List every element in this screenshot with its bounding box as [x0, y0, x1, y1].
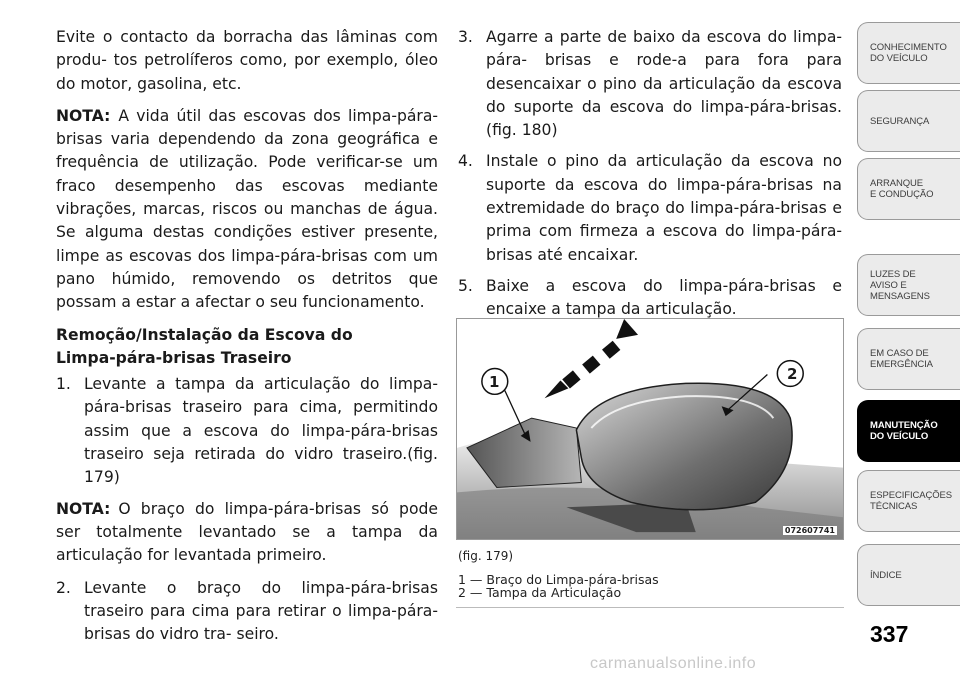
section-heading — [56, 324, 438, 371]
note-wiper-life — [56, 105, 438, 315]
note-label: NOTA: — [56, 106, 111, 125]
step-4 — [458, 150, 842, 266]
pivot-cap-shape — [576, 383, 792, 510]
callout-2: 2 — [787, 365, 798, 383]
legend-item-1: 1 — Braço do Limpa-pára-brisas — [458, 572, 659, 587]
page-number: 337 — [870, 621, 909, 647]
tab-emergencia[interactable]: EM CASO DE EMERGÊNCIA — [857, 328, 960, 390]
note-label: NOTA: — [56, 499, 111, 518]
right-column — [458, 26, 842, 330]
note-arm-raise — [56, 498, 438, 568]
legend-item-2: 2 — Tampa da Articulação — [458, 585, 622, 600]
step-number: 3. — [458, 28, 473, 46]
tab-arranque[interactable]: ARRANQUE E CONDUÇÃO — [857, 158, 960, 220]
step-text: Baixe a escova do limpa-pára-brisas e encaixe a tampa da articulação. — [486, 276, 842, 319]
step-number: 1. — [56, 375, 71, 394]
step-1 — [56, 373, 438, 489]
note-text: A vida útil das escovas dos limpa-pára-brisas varia dependendo da zona geográfica e frequência de utilização. Pode verificar-se um fraco desempenho das escovas mediante vibrações, marcas, riscos ou manchas de água. Se alguma destas condições estiver presente, limpe as escovas dos limpa-pára-brisas com um pano húmido, removendo os detritos que possam a estar a afectar o seu funcionamento. — [56, 106, 438, 312]
figure-caption: (fig. 179) — [458, 549, 514, 563]
motion-arrow-shape — [545, 319, 639, 398]
callout-1: 1 — [489, 373, 500, 391]
tab-especificacoes[interactable]: ESPECIFICAÇÕES TÉCNICAS — [857, 470, 960, 532]
step-number: 4. — [458, 152, 473, 171]
left-column — [56, 26, 438, 654]
tab-conhecimento[interactable]: CONHECIMENTO DO VEÍCULO — [857, 22, 960, 84]
step-number: 2. — [56, 578, 71, 597]
step-text: Levante o braço do limpa-pára-brisas traseiro para cima para retirar o limpa-pára-brisas do vidro tra- seiro. — [84, 578, 438, 644]
section-heading-line1: Remoção/Instalação da Escova do — [56, 325, 353, 344]
figure-legend — [458, 573, 846, 599]
legend-divider — [456, 607, 844, 608]
step-5 — [458, 275, 842, 322]
figure-id: 072607741 — [784, 526, 835, 535]
step-text: Instale o pino da articulação da escova no suporte da escova do limpa-pára-brisas na extremidade do braço do limpa-pára-brisas e prima com firmeza a escova do limpa-pára-brisas até encaixar. — [486, 152, 842, 264]
step-3 — [458, 26, 842, 142]
step-text: Agarre a parte de baixo da escova do limpa-pára- brisas e rode-a para fora para desencaixar o pino da articulação da escova do suporte da escova do limpa-pára-brisas.(fig. 180) — [486, 28, 842, 140]
figure-wiper-pivot — [456, 318, 844, 540]
watermark: carmanualsonline.info — [590, 655, 757, 672]
tab-luzes[interactable]: LUZES DE AVISO E MENSAGENS — [857, 254, 960, 316]
tab-manutencao[interactable]: MANUTENÇÃO DO VEÍCULO — [857, 400, 960, 462]
tab-indice[interactable]: ÍNDICE — [857, 544, 960, 606]
step-text: Levante a tampa da articulação do limpa-pára-brisas traseiro para cima, permitindo assim que a escova do limpa-pára-brisas traseiro seja retirada do vidro traseiro.(fig. 179) — [84, 375, 438, 487]
paragraph-rubber-contact: Evite o contacto da borracha das lâminas com produ- tos petrolíferos como, por exemplo, óleo do motor, gasolina, etc. — [56, 28, 438, 93]
tab-seguranca[interactable]: SEGURANÇA — [857, 90, 960, 152]
note-text: O braço do limpa-pára-brisas só pode ser totalmente levantado se a tampa da articulação for levantada primeiro. — [56, 499, 438, 565]
step-2 — [56, 577, 438, 647]
wiper-illustration — [457, 319, 843, 539]
section-heading-line2: Limpa-pára-brisas Traseiro — [56, 348, 292, 367]
step-number: 5. — [458, 276, 473, 295]
